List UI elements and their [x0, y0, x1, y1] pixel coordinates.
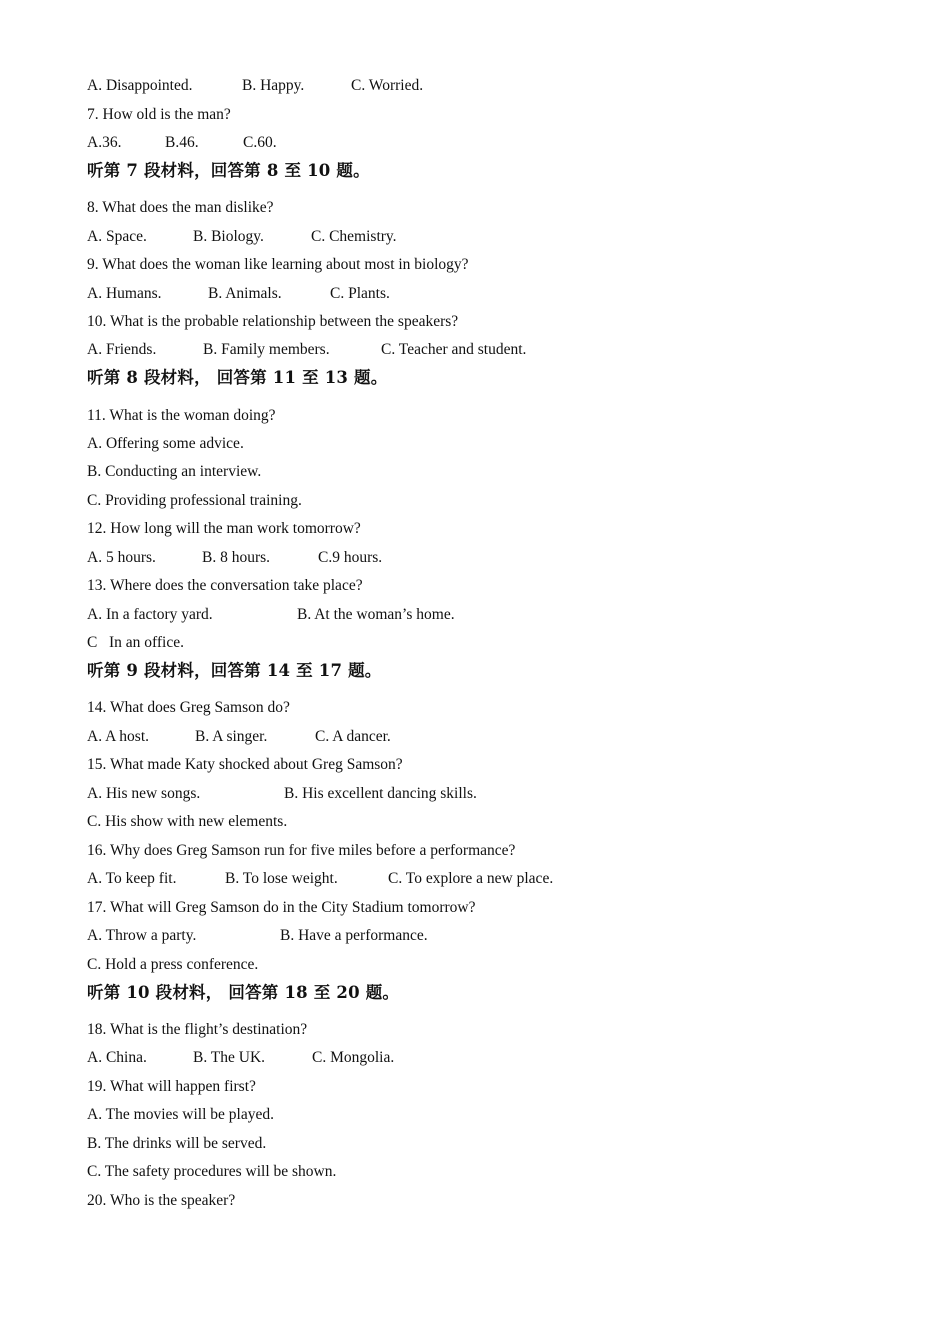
- q19-option-c: C. The safety procedures will be shown.: [87, 1163, 337, 1180]
- option-a: A. China.: [87, 1049, 147, 1066]
- question-16: 16. Why does Greg Samson run for five miles before a performance?: [87, 842, 516, 859]
- option-b: B. 8 hours.: [202, 549, 271, 566]
- option-c: C. Plants.: [330, 285, 390, 302]
- section-heading-7: 听第 7 段材料，回答第 8 至 10 题。: [87, 161, 370, 180]
- q11-option-c: C. Providing professional training.: [87, 492, 302, 509]
- option-b: B. A singer.: [195, 728, 268, 745]
- option-c: C. To explore a new place.: [388, 870, 554, 887]
- option-b: B. Biology.: [193, 228, 264, 245]
- option-a: A. In a factory yard.: [87, 606, 213, 623]
- option-a: A. Disappointed.: [87, 77, 193, 94]
- option-c: C. Worried.: [351, 77, 424, 94]
- q19-option-a: A. The movies will be played.: [87, 1106, 274, 1123]
- question-17: 17. What will Greg Samson do in the City Stadium tomorrow?: [87, 899, 476, 916]
- option-a: A. 5 hours.: [87, 549, 156, 566]
- question-15: 15. What made Katy shocked about Greg Samson?: [87, 756, 403, 773]
- question-12: 12. How long will the man work tomorrow?: [87, 520, 361, 537]
- q15-option-c: C. His show with new elements.: [87, 813, 288, 830]
- q13-option-c: C In an office.: [87, 634, 184, 651]
- option-a: A. Friends.: [87, 341, 157, 358]
- q17-option-c: C. Hold a press conference.: [87, 956, 259, 973]
- option-b: B.46.: [165, 134, 199, 151]
- q11-option-b: B. Conducting an interview.: [87, 463, 262, 480]
- question-19: 19. What will happen first?: [87, 1078, 256, 1095]
- section-heading-8: 听第 8 段材料， 回答第 11 至 13 题。: [87, 368, 388, 387]
- option-c: C.9 hours.: [318, 549, 383, 566]
- option-c: C. Chemistry.: [311, 228, 397, 245]
- option-b: B. The UK.: [193, 1049, 266, 1066]
- option-c: C. Mongolia.: [312, 1049, 395, 1066]
- question-14: 14. What does Greg Samson do?: [87, 699, 290, 716]
- option-a: A. Throw a party.: [87, 927, 197, 944]
- section-heading-9: 听第 9 段材料，回答第 14 至 17 题。: [87, 661, 382, 680]
- question-9: 9. What does the woman like learning about most in biology?: [87, 256, 469, 273]
- question-18: 18. What is the flight’s destination?: [87, 1021, 308, 1038]
- option-b: B. Animals.: [208, 285, 282, 302]
- option-a: A. His new songs.: [87, 785, 201, 802]
- option-b: B. Have a performance.: [280, 927, 428, 944]
- option-c: C.60.: [243, 134, 277, 151]
- option-c: C. Teacher and student.: [381, 341, 527, 358]
- option-a: A. Humans.: [87, 285, 162, 302]
- section-heading-10: 听第 10 段材料， 回答第 18 至 20 题。: [87, 983, 400, 1002]
- question-8: 8. What does the man dislike?: [87, 199, 274, 216]
- question-11: 11. What is the woman doing?: [87, 407, 276, 424]
- q11-option-a: A. Offering some advice.: [87, 435, 244, 452]
- option-b: B. Happy.: [242, 77, 305, 94]
- q19-option-b: B. The drinks will be served.: [87, 1135, 267, 1152]
- question-10: 10. What is the probable relationship between the speakers?: [87, 313, 459, 330]
- option-b: B. Family members.: [203, 341, 330, 358]
- question-7: 7. How old is the man?: [87, 106, 231, 123]
- option-a: A. A host.: [87, 728, 150, 745]
- option-a: A. To keep fit.: [87, 870, 177, 887]
- question-13: 13. Where does the conversation take place?: [87, 577, 363, 594]
- option-b: B. To lose weight.: [225, 870, 338, 887]
- option-b: B. At the woman’s home.: [297, 606, 455, 623]
- option-a: A. Space.: [87, 228, 147, 245]
- option-a: A.36.: [87, 134, 122, 151]
- option-c: C. A dancer.: [315, 728, 391, 745]
- option-b: B. His excellent dancing skills.: [284, 785, 477, 802]
- question-20: 20. Who is the speaker?: [87, 1192, 236, 1209]
